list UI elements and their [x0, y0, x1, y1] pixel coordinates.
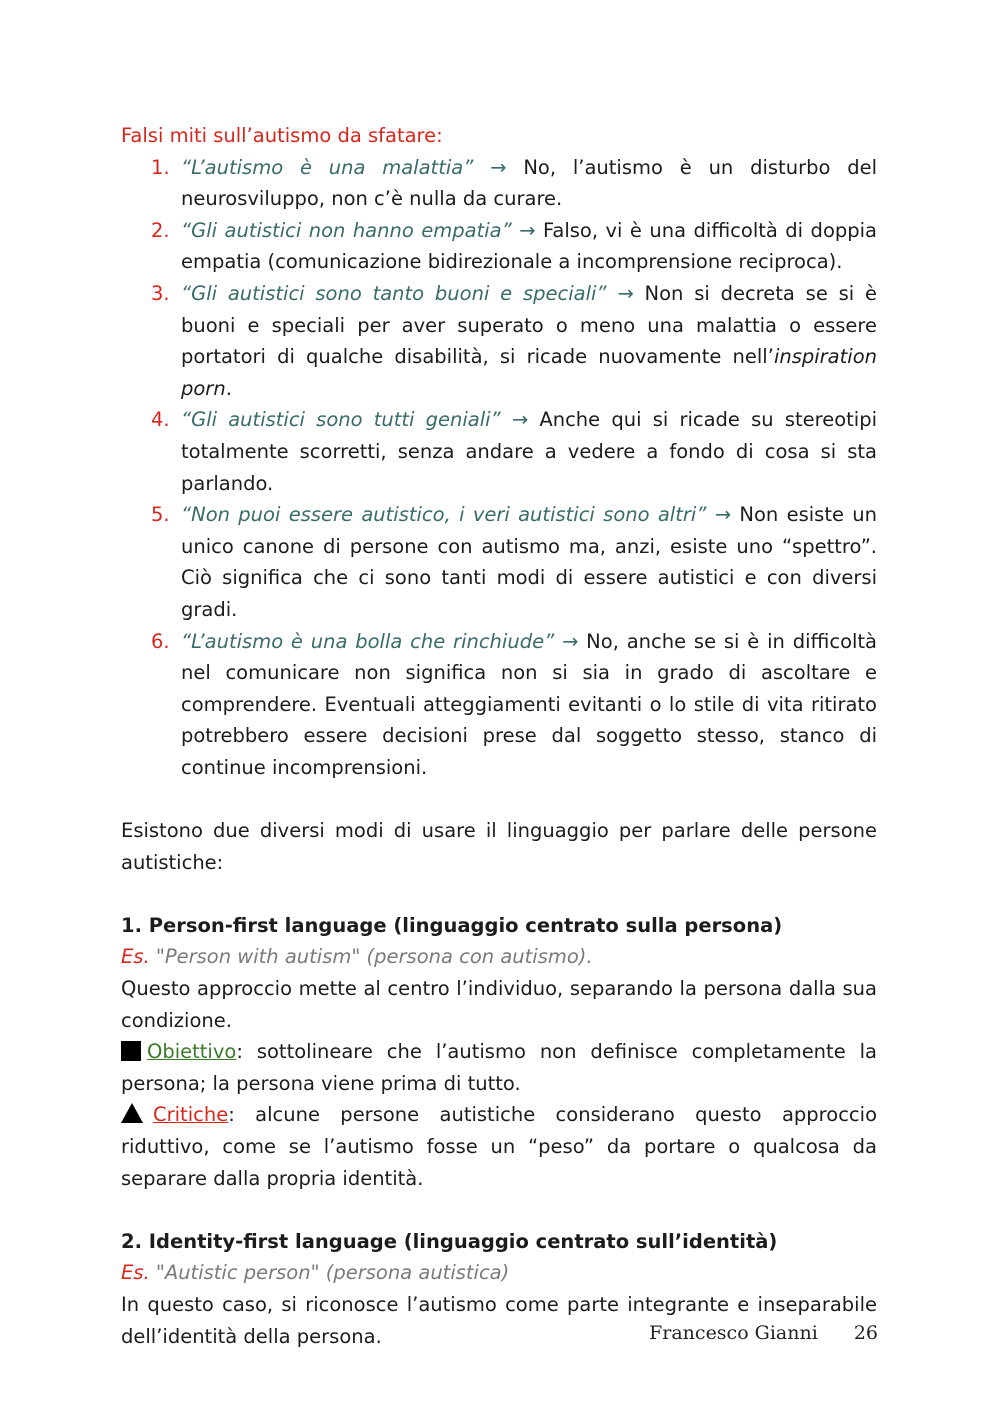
arrow-icon: →	[490, 155, 507, 179]
list-item	[121, 152, 877, 215]
critique-text: : alcune persone autistiche considerano questo approccio riduttivo, come se l’autismo fosse un “peso” da portare o qualcosa da separare dalla propria identità.	[121, 1103, 877, 1190]
ifl-example	[121, 1257, 877, 1289]
list-number: 3.	[151, 281, 170, 305]
section-title: Falsi miti sull’autismo da sfatare:	[121, 124, 443, 147]
spacer	[121, 878, 877, 910]
pfl-critique	[121, 1099, 877, 1194]
arrow-icon: →	[511, 408, 529, 432]
arrow-icon: →	[519, 218, 536, 242]
arrow-icon: →	[562, 629, 579, 653]
spacer	[121, 783, 877, 815]
list-item	[121, 626, 877, 784]
example-text: "Autistic person" (persona autistica)	[149, 1261, 510, 1285]
myth-rebuttal: Anche qui si ricade su stereotipi totalmente scorretti, senza andare a vedere a fondo di cosa si sta parlando.	[181, 408, 878, 495]
list-number: 4.	[151, 408, 170, 432]
example-label: Es.	[121, 945, 150, 969]
critique-label: Critiche	[153, 1103, 229, 1127]
ifl-body: In questo caso, si riconosce l’autismo come parte integrante e inseparabile dell’identità della persona.	[121, 1292, 877, 1348]
myth-rebuttal-italic: inspiration porn	[181, 345, 877, 400]
arrow-icon: →	[714, 503, 732, 527]
pfl-heading: 1. Person-first language (linguaggio centrato sulla persona)	[121, 913, 783, 937]
myth-quote: “Gli autistici sono tanto buoni e speciali”	[181, 281, 607, 305]
page-body	[121, 120, 877, 1352]
myth-rebuttal: Non si decreta se si è buoni e speciali per aver superato o meno una malattia o essere portatori di qualche disabilità, si ricade nuovamente nell’	[181, 281, 878, 369]
arrow-icon: →	[617, 281, 634, 305]
footer-author: Francesco Gianni	[649, 1322, 818, 1344]
ifl-heading: 2. Identity-first language (linguaggio centrato sull’identità)	[121, 1229, 778, 1253]
list-item	[121, 404, 877, 499]
myth-rebuttal: No, l’autismo è un disturbo del neurosviluppo, non c’è nulla da curare.	[181, 155, 878, 211]
myth-rebuttal: Non esiste un unico canone di persone con autismo ma, anzi, esiste uno “spettro”. Ciò significa che ci sono tanti modi di essere autistici e con diversi gradi.	[181, 503, 877, 621]
list-number: 5.	[151, 503, 170, 527]
example-text: "Person with autism" (persona con autismo).	[149, 945, 593, 969]
square-icon	[121, 1041, 141, 1061]
list-item	[121, 215, 877, 278]
page-footer	[649, 1322, 878, 1344]
pfl-example	[121, 941, 877, 973]
myths-list	[121, 152, 877, 784]
list-number: 1.	[151, 155, 170, 179]
list-item	[121, 499, 877, 625]
myth-quote: “Gli autistici non hanno empatia”	[181, 218, 512, 242]
myth-quote: “L’autismo è una bolla che rinchiude”	[181, 629, 555, 653]
myth-quote: “Non puoi essere autistico, i veri autistici sono altri”	[181, 503, 707, 527]
myth-quote: “L’autismo è una malattia”	[181, 155, 474, 179]
pfl-body: Questo approccio mette al centro l’individuo, separando la persona dalla sua condizione.	[121, 977, 877, 1032]
page-number: 26	[853, 1322, 878, 1344]
myth-rebuttal-tail: .	[225, 376, 232, 400]
intro-paragraph: Esistono due diversi modi di usare il linguaggio per parlare delle persone autistiche:	[121, 819, 877, 874]
spacer	[121, 1194, 877, 1226]
pfl-goal	[121, 1036, 877, 1099]
myth-quote: “Gli autistici sono tutti geniali”	[181, 408, 501, 432]
myth-rebuttal: No, anche se si è in difficoltà nel comunicare non significa non si sia in grado di ascoltare e comprendere. Eventuali atteggiamenti evitanti o lo stile di vita ritirato potrebbero essere decisioni prese dal soggetto stesso, stanco di continue incomprensioni.	[181, 629, 878, 779]
myth-rebuttal: Falso, vi è una difficoltà di doppia empatia (comunicazione bidirezionale a incomprensione reciproca).	[181, 218, 877, 274]
goal-text: : sottolineare che l’autismo non definisce completamente la persona; la persona viene prima di tutto.	[121, 1040, 877, 1095]
list-number: 6.	[151, 629, 170, 653]
example-label: Es.	[121, 1261, 150, 1285]
list-item	[121, 278, 877, 404]
list-number: 2.	[151, 218, 170, 242]
goal-label: Obiettivo	[147, 1040, 237, 1064]
warning-triangle-icon	[121, 1103, 143, 1123]
